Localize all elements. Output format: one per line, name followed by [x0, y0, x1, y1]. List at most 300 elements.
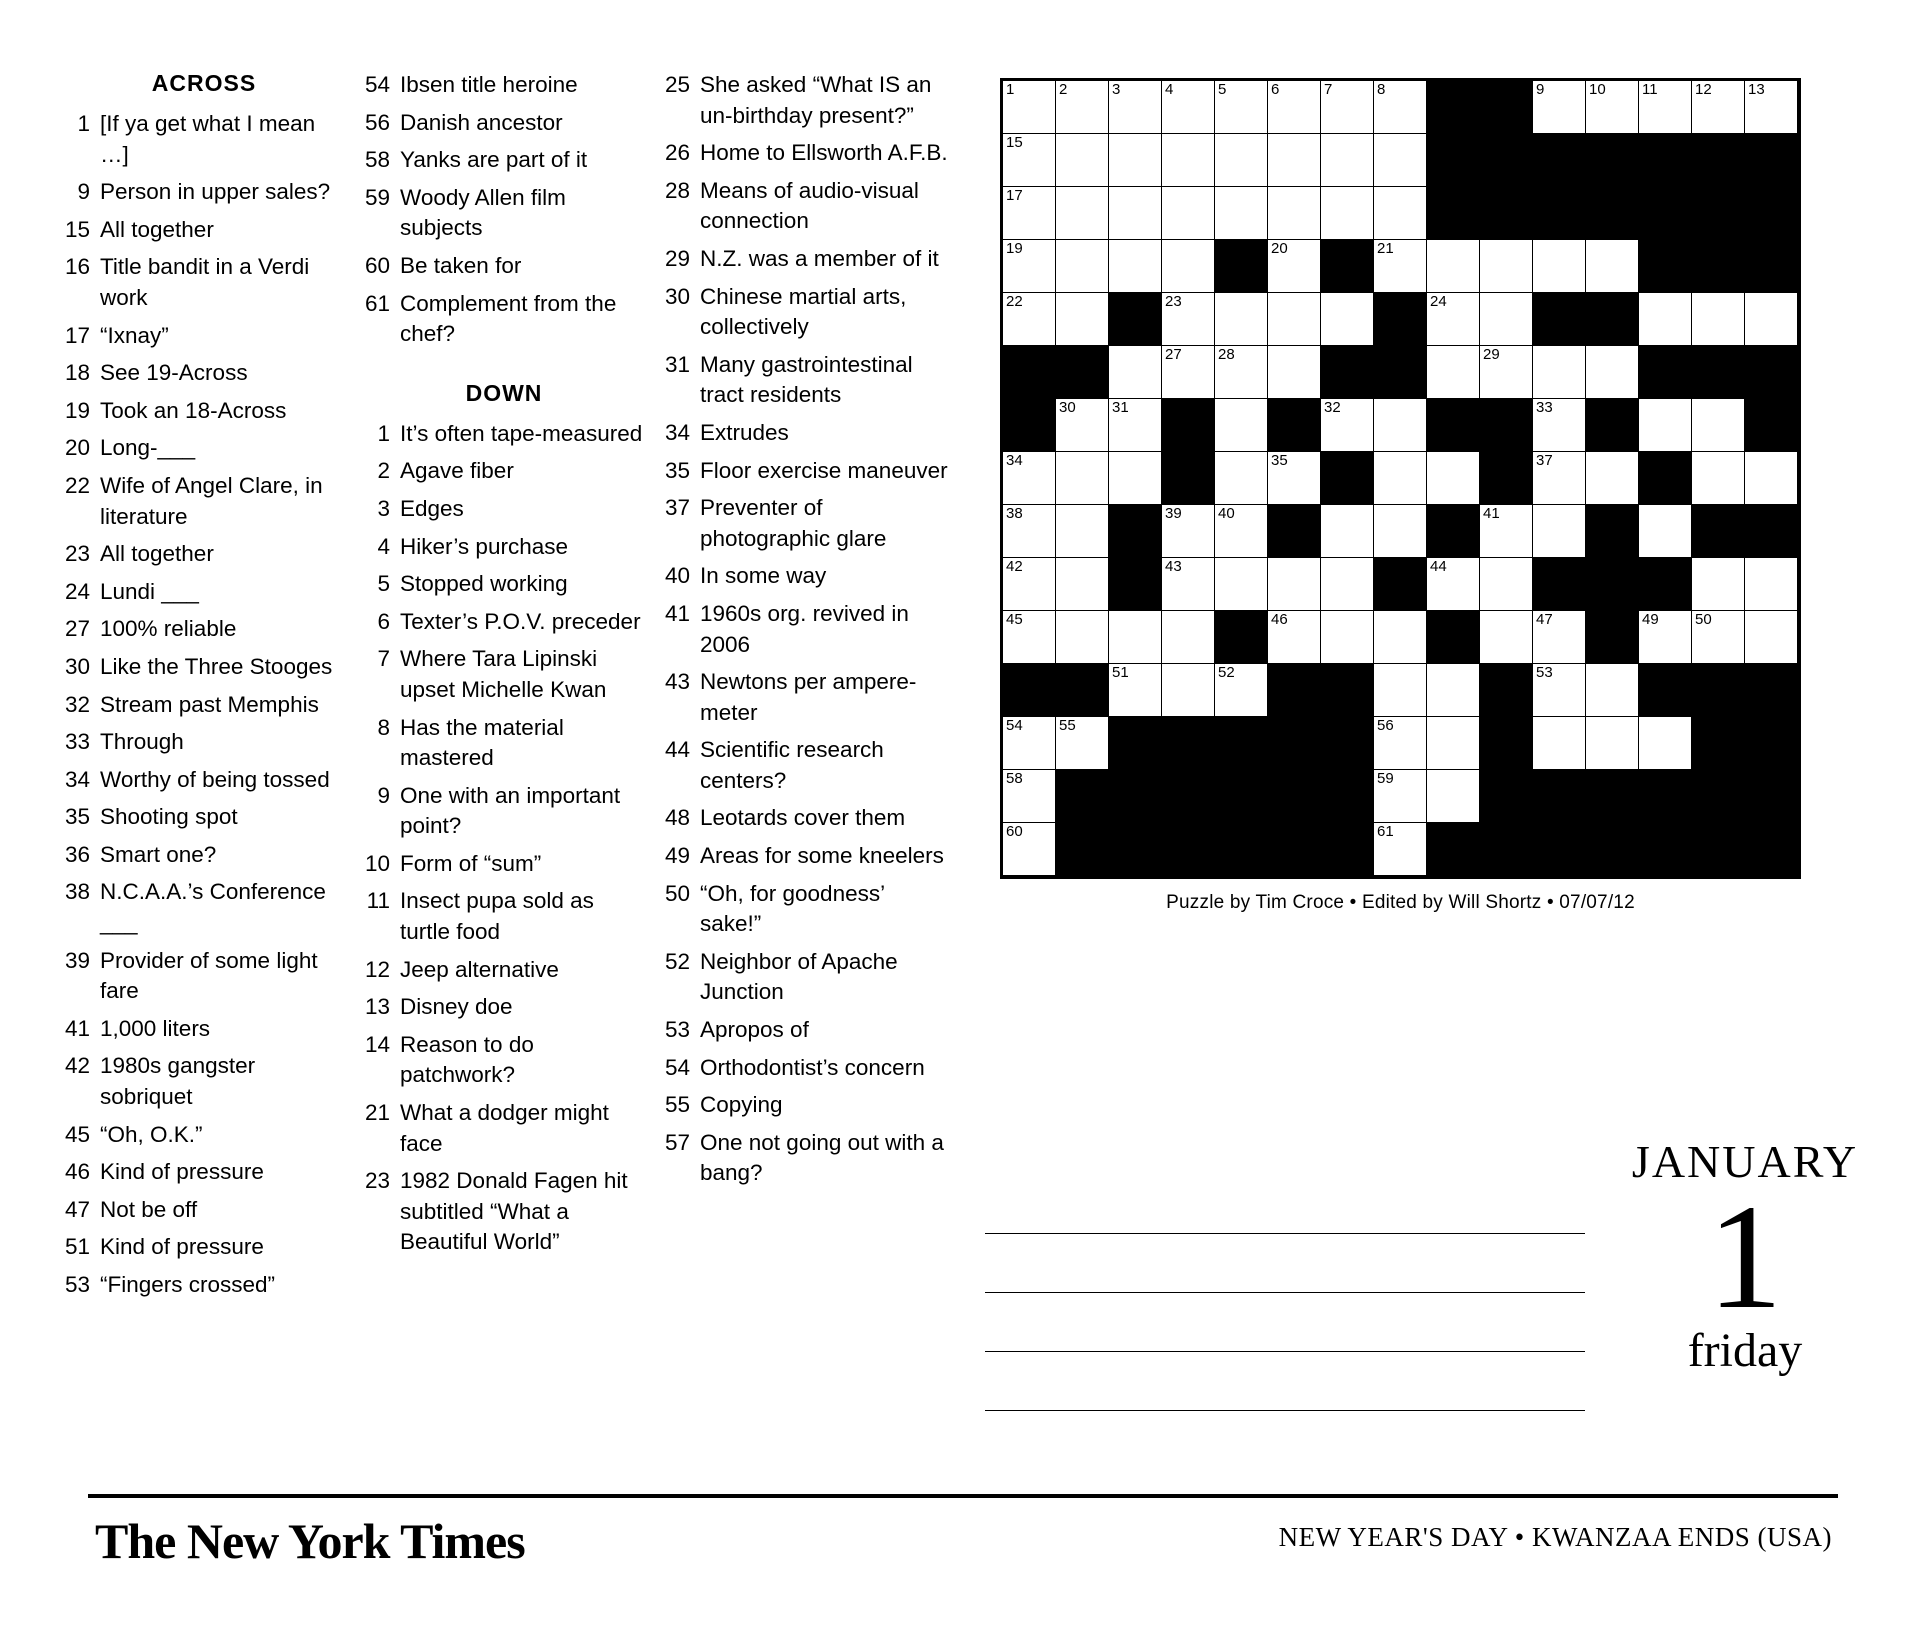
grid-cell-block — [1586, 558, 1639, 611]
grid-cell[interactable] — [1374, 399, 1427, 452]
grid-cell[interactable] — [1056, 293, 1109, 346]
grid-cell-number: 6 — [1271, 81, 1280, 98]
clue-text: Means of audio-visual connection — [700, 177, 919, 234]
clue-text: “Oh, O.K.” — [100, 1121, 203, 1147]
clue-item — [660, 138, 948, 169]
grid-cell[interactable] — [1215, 293, 1268, 346]
clue-item — [660, 561, 948, 592]
grid-cell[interactable] — [1586, 452, 1639, 505]
grid-cell[interactable] — [1586, 664, 1639, 717]
clue-number: 39 — [64, 947, 90, 973]
grid-cell-block — [1639, 134, 1692, 187]
clue-text: Lundi ___ — [100, 578, 199, 604]
clue-number: 30 — [64, 653, 90, 679]
grid-cell[interactable] — [1533, 346, 1586, 399]
down-clue-list-part1 — [360, 419, 648, 1258]
clue-item — [60, 321, 348, 352]
grid-cell[interactable] — [1321, 399, 1374, 452]
grid-cell-number: 43 — [1165, 558, 1182, 575]
clue-item — [360, 1098, 648, 1159]
grid-cell[interactable] — [1321, 293, 1374, 346]
clue-text: Areas for some kneelers — [700, 843, 944, 869]
clue-item — [360, 532, 648, 563]
clue-item — [60, 539, 348, 570]
grid-cell-number: 50 — [1695, 611, 1712, 628]
grid-cell-number: 35 — [1271, 452, 1288, 469]
clue-item — [360, 644, 648, 705]
grid-cell[interactable] — [1692, 293, 1745, 346]
grid-cell[interactable] — [1056, 187, 1109, 240]
clue-text: Neighbor of Apache Junction — [700, 948, 898, 1005]
grid-cell-block — [1533, 293, 1586, 346]
grid-cell-block — [1480, 452, 1533, 505]
clue-number: 50 — [664, 880, 690, 906]
note-line[interactable] — [985, 1175, 1585, 1234]
grid-cell-block — [1745, 823, 1798, 876]
grid-cell-block — [1639, 770, 1692, 823]
grid-cell[interactable] — [1321, 134, 1374, 187]
grid-cell-number: 32 — [1324, 399, 1341, 416]
clue-number: 46 — [64, 1159, 90, 1185]
clue-number: 58 — [364, 147, 390, 173]
grid-cell-block — [1745, 717, 1798, 770]
grid-cell[interactable] — [1374, 452, 1427, 505]
grid-cell-block — [1480, 823, 1533, 876]
clue-columns — [60, 70, 980, 1308]
grid-cell[interactable] — [1480, 558, 1533, 611]
grid-cell[interactable] — [1215, 81, 1268, 134]
grid-cell[interactable] — [1215, 452, 1268, 505]
clue-number: 35 — [64, 804, 90, 830]
grid-cell-block — [1268, 505, 1321, 558]
grid-cell[interactable] — [1374, 134, 1427, 187]
grid-cell[interactable] — [1745, 293, 1798, 346]
grid-cell[interactable] — [1003, 452, 1056, 505]
grid-cell[interactable] — [1162, 134, 1215, 187]
clue-text: Title bandit in a Verdi work — [100, 254, 310, 310]
grid-cell[interactable] — [1003, 611, 1056, 664]
grid-cell-block — [1480, 717, 1533, 770]
grid-cell[interactable] — [1003, 770, 1056, 823]
clue-text: Insect pupa sold as turtle food — [400, 888, 594, 945]
clue-number: 41 — [664, 600, 690, 626]
grid-cell[interactable] — [1268, 558, 1321, 611]
grid-cell[interactable] — [1162, 293, 1215, 346]
grid-cell[interactable] — [1374, 505, 1427, 558]
grid-cell[interactable] — [1268, 452, 1321, 505]
grid-cell[interactable] — [1162, 611, 1215, 664]
clue-item — [60, 433, 348, 464]
clue-item — [360, 992, 648, 1023]
note-line[interactable] — [985, 1352, 1585, 1411]
grid-cell[interactable] — [1162, 664, 1215, 717]
grid-cell-block — [1745, 505, 1798, 558]
clue-item — [60, 1120, 348, 1151]
grid-cell[interactable] — [1586, 717, 1639, 770]
clue-item — [60, 614, 348, 645]
grid-cell[interactable] — [1268, 611, 1321, 664]
clue-item — [660, 350, 948, 411]
grid-cell[interactable] — [1109, 346, 1162, 399]
grid-cell[interactable] — [1427, 717, 1480, 770]
clue-number: 1 — [377, 420, 390, 446]
clue-item — [360, 607, 648, 638]
clue-item — [60, 946, 348, 1007]
clue-item — [660, 803, 948, 834]
grid-cell[interactable] — [1639, 81, 1692, 134]
grid-cell-number: 58 — [1006, 770, 1023, 787]
grid-cell-block — [1268, 770, 1321, 823]
grid-cell[interactable] — [1427, 240, 1480, 293]
clue-number: 13 — [364, 994, 390, 1020]
grid-cell-block — [1639, 558, 1692, 611]
grid-cell[interactable] — [1215, 558, 1268, 611]
grid-cell[interactable] — [1374, 717, 1427, 770]
clue-item — [660, 1053, 948, 1084]
clue-item — [660, 879, 948, 940]
grid-cell[interactable] — [1321, 505, 1374, 558]
grid-cell-block — [1268, 717, 1321, 770]
grid-cell-block — [1745, 346, 1798, 399]
clue-item — [60, 577, 348, 608]
grid-cell[interactable] — [1692, 452, 1745, 505]
grid-cell[interactable] — [1003, 187, 1056, 240]
grid-cell[interactable] — [1215, 399, 1268, 452]
grid-cell-number: 9 — [1536, 81, 1545, 98]
clue-number: 10 — [364, 850, 390, 876]
clue-text: [If ya get what I mean …] — [100, 111, 316, 167]
clue-number: 7 — [377, 646, 390, 672]
note-line[interactable] — [985, 1234, 1585, 1293]
grid-cell[interactable] — [1109, 187, 1162, 240]
grid-cell[interactable] — [1321, 611, 1374, 664]
grid-cell[interactable] — [1480, 611, 1533, 664]
grid-cell[interactable] — [1268, 240, 1321, 293]
clue-number: 42 — [64, 1053, 90, 1079]
grid-cell[interactable] — [1427, 346, 1480, 399]
grid-cell[interactable] — [1639, 399, 1692, 452]
grid-cell[interactable] — [1321, 187, 1374, 240]
clue-text: “Oh, for goodness’ sake!” — [700, 880, 885, 937]
grid-cell[interactable] — [1374, 81, 1427, 134]
clue-item — [360, 569, 648, 600]
grid-cell[interactable] — [1109, 664, 1162, 717]
grid-cell[interactable] — [1427, 452, 1480, 505]
grid-cell[interactable] — [1268, 346, 1321, 399]
clue-item — [60, 1051, 348, 1112]
clue-text: Many gastrointestinal tract residents — [700, 351, 913, 408]
grid-cell-number: 56 — [1377, 717, 1394, 734]
grid-cell[interactable] — [1533, 399, 1586, 452]
grid-cell-block — [1321, 823, 1374, 876]
grid-cell-number: 34 — [1006, 452, 1023, 469]
grid-cell[interactable] — [1162, 81, 1215, 134]
grid-cell[interactable] — [1533, 81, 1586, 134]
grid-cell[interactable] — [1745, 81, 1798, 134]
grid-cell[interactable] — [1215, 346, 1268, 399]
grid-cell[interactable] — [1586, 346, 1639, 399]
grid-cell-block — [1215, 823, 1268, 876]
grid-cell[interactable] — [1215, 134, 1268, 187]
clue-text: 1980s gangster sobriquet — [100, 1053, 256, 1110]
grid-cell[interactable] — [1533, 664, 1586, 717]
clue-number: 35 — [664, 457, 690, 483]
grid-cell[interactable] — [1215, 187, 1268, 240]
grid-cell-number: 52 — [1218, 664, 1235, 681]
grid-cell[interactable] — [1003, 717, 1056, 770]
clue-item — [360, 183, 648, 244]
grid-cell-block — [1745, 134, 1798, 187]
clue-text: Ibsen title heroine — [400, 72, 578, 97]
grid-cell-number: 3 — [1112, 81, 1121, 98]
grid-cell[interactable] — [1480, 293, 1533, 346]
clue-text: Reason to do patchwork? — [400, 1031, 534, 1088]
grid-cell[interactable] — [1056, 81, 1109, 134]
clue-item — [360, 713, 648, 774]
grid-cell-block — [1692, 134, 1745, 187]
grid-cell-number: 41 — [1483, 505, 1500, 522]
grid-cell[interactable] — [1321, 81, 1374, 134]
grid-cell-block — [1109, 505, 1162, 558]
grid-cell-number: 45 — [1006, 611, 1023, 628]
grid-cell[interactable] — [1268, 293, 1321, 346]
grid-cell[interactable] — [1162, 240, 1215, 293]
grid-cell[interactable] — [1639, 611, 1692, 664]
grid-cell[interactable] — [1639, 293, 1692, 346]
clue-number: 8 — [377, 714, 390, 740]
grid-cell[interactable] — [1003, 134, 1056, 187]
grid-cell[interactable] — [1162, 558, 1215, 611]
grid-cell-block — [1003, 399, 1056, 452]
clue-number: 54 — [664, 1054, 690, 1080]
grid-cell[interactable] — [1109, 399, 1162, 452]
grid-cell-block — [1586, 187, 1639, 240]
grid-cell-number: 11 — [1642, 81, 1658, 98]
clue-column-2 — [360, 70, 660, 1308]
grid-cell-block — [1533, 134, 1586, 187]
grid-cell[interactable] — [1268, 134, 1321, 187]
weekday-label: friday — [1687, 1323, 1803, 1377]
clue-number: 3 — [377, 495, 390, 521]
grid-cell-block — [1745, 399, 1798, 452]
grid-cell-number: 10 — [1589, 81, 1606, 98]
clue-text: Kind of pressure — [100, 1159, 264, 1185]
clue-item — [60, 690, 348, 721]
clue-item — [660, 735, 948, 796]
grid-cell-number: 23 — [1165, 293, 1182, 310]
grid-cell-number: 47 — [1536, 611, 1553, 628]
grid-cell[interactable] — [1480, 240, 1533, 293]
clue-number: 28 — [664, 177, 690, 203]
grid-cell[interactable] — [1533, 240, 1586, 293]
grid-cell[interactable] — [1374, 187, 1427, 240]
grid-cell-block — [1268, 399, 1321, 452]
clue-item — [660, 282, 948, 343]
clue-text: In some way — [700, 563, 827, 589]
grid-cell[interactable] — [1374, 823, 1427, 876]
grid-cell[interactable] — [1268, 187, 1321, 240]
grid-cell[interactable] — [1056, 505, 1109, 558]
grid-cell[interactable] — [1109, 134, 1162, 187]
grid-cell[interactable] — [1162, 346, 1215, 399]
clue-number: 59 — [364, 184, 390, 210]
grid-cell[interactable] — [1692, 611, 1745, 664]
grid-cell[interactable] — [1374, 240, 1427, 293]
clue-text: Copying — [700, 1092, 783, 1118]
grid-cell-number: 51 — [1112, 664, 1129, 681]
clue-number: 25 — [664, 72, 690, 97]
clue-item — [660, 1128, 948, 1189]
grid-cell[interactable] — [1056, 399, 1109, 452]
across-clue-list-part1 — [60, 109, 348, 1301]
grid-cell-block — [1109, 717, 1162, 770]
grid-cell-number: 38 — [1006, 505, 1023, 522]
across-heading: ACROSS — [151, 70, 257, 96]
grid-cell-block — [1639, 346, 1692, 399]
grid-cell[interactable] — [1374, 770, 1427, 823]
grid-cell[interactable] — [1109, 611, 1162, 664]
grid-cell[interactable] — [1215, 664, 1268, 717]
clue-text: Where Tara Lipinski upset Michelle Kwan — [400, 646, 607, 702]
grid-cell[interactable] — [1745, 611, 1798, 664]
grid-cell[interactable] — [1427, 293, 1480, 346]
grid-cell-number: 53 — [1536, 664, 1553, 681]
grid-cell[interactable] — [1109, 81, 1162, 134]
clue-text: Danish ancestor — [400, 109, 563, 135]
grid-cell[interactable] — [1374, 664, 1427, 717]
clue-number: 57 — [664, 1129, 690, 1155]
clue-number: 20 — [64, 435, 90, 461]
grid-cell[interactable] — [1533, 717, 1586, 770]
clue-item — [60, 1232, 348, 1263]
grid-cell-number: 33 — [1536, 399, 1553, 416]
grid-cell-number: 12 — [1695, 81, 1712, 98]
grid-cell[interactable] — [1003, 823, 1056, 876]
grid-cell[interactable] — [1003, 558, 1056, 611]
down-heading: DOWN — [465, 379, 543, 406]
grid-cell-number: 42 — [1006, 558, 1023, 575]
grid-cell[interactable] — [1480, 505, 1533, 558]
grid-cell-number: 44 — [1430, 558, 1447, 575]
grid-cell-block — [1480, 770, 1533, 823]
grid-cell-block — [1480, 664, 1533, 717]
note-line[interactable] — [985, 1293, 1585, 1352]
grid-cell[interactable] — [1162, 187, 1215, 240]
grid-cell[interactable] — [1427, 770, 1480, 823]
grid-cell[interactable] — [1639, 717, 1692, 770]
clue-text: Took an 18-Across — [100, 397, 287, 423]
grid-cell[interactable] — [1533, 611, 1586, 664]
grid-cell[interactable] — [1003, 240, 1056, 293]
grid-cell[interactable] — [1056, 558, 1109, 611]
grid-cell[interactable] — [1056, 717, 1109, 770]
grid-cell[interactable] — [1162, 505, 1215, 558]
grid-cell[interactable] — [1586, 240, 1639, 293]
clue-text: One with an important point? — [400, 782, 621, 839]
grid-cell[interactable] — [1586, 81, 1639, 134]
grid-cell-number: 4 — [1165, 81, 1174, 98]
grid-cell-block — [1321, 452, 1374, 505]
grid-cell[interactable] — [1056, 240, 1109, 293]
grid-cell[interactable] — [1533, 505, 1586, 558]
grid-cell-number: 22 — [1006, 293, 1023, 310]
grid-cell-block — [1586, 770, 1639, 823]
grid-cell[interactable] — [1268, 81, 1321, 134]
grid-cell-number: 46 — [1271, 611, 1288, 628]
grid-cell-number: 2 — [1059, 81, 1068, 98]
clue-number: 27 — [64, 616, 90, 642]
grid-cell[interactable] — [1109, 240, 1162, 293]
grid-cell-number: 1 — [1006, 81, 1015, 98]
clue-item — [60, 471, 348, 532]
grid-cell-number: 7 — [1324, 81, 1333, 98]
clue-number: 44 — [664, 737, 690, 763]
clue-text: Stopped working — [400, 571, 568, 597]
grid-cell-block — [1639, 664, 1692, 717]
clue-item — [60, 1014, 348, 1045]
grid-cell[interactable] — [1056, 134, 1109, 187]
grid-cell-number: 13 — [1748, 81, 1765, 98]
clue-text: Apropos of — [700, 1017, 809, 1043]
grid-cell[interactable] — [1109, 452, 1162, 505]
clue-number: 34 — [64, 766, 90, 792]
grid-cell-block — [1056, 823, 1109, 876]
grid-cell-number: 21 — [1377, 240, 1394, 257]
grid-cell[interactable] — [1639, 505, 1692, 558]
grid-cell[interactable] — [1745, 558, 1798, 611]
grid-cell-block — [1268, 823, 1321, 876]
grid-cell[interactable] — [1692, 81, 1745, 134]
clue-number: 21 — [364, 1100, 390, 1126]
grid-cell[interactable] — [1321, 558, 1374, 611]
grid-cell[interactable] — [1056, 452, 1109, 505]
grid-cell-block — [1321, 240, 1374, 293]
clue-item — [60, 396, 348, 427]
clue-text: Preventer of photographic glare — [700, 495, 887, 551]
grid-cell[interactable] — [1427, 558, 1480, 611]
crossword-grid[interactable] — [1000, 78, 1801, 879]
grid-cell[interactable] — [1533, 452, 1586, 505]
clue-number: 41 — [64, 1015, 90, 1041]
grid-cell-block — [1109, 823, 1162, 876]
clue-text: Extrudes — [700, 419, 789, 445]
grid-cell[interactable] — [1374, 611, 1427, 664]
grid-cell[interactable] — [1003, 505, 1056, 558]
grid-cell-block — [1586, 611, 1639, 664]
grid-cell[interactable] — [1003, 293, 1056, 346]
grid-cell-block — [1109, 770, 1162, 823]
grid-cell[interactable] — [1056, 611, 1109, 664]
grid-cell[interactable] — [1215, 505, 1268, 558]
clue-number: 18 — [64, 360, 90, 386]
clue-text: One not going out with a bang? — [700, 1129, 944, 1186]
grid-cell[interactable] — [1480, 346, 1533, 399]
grid-cell-block — [1692, 240, 1745, 293]
clue-number: 26 — [664, 140, 690, 166]
grid-cell[interactable] — [1692, 558, 1745, 611]
note-lines[interactable] — [985, 1175, 1585, 1411]
grid-cell-block — [1745, 770, 1798, 823]
clue-item — [660, 1090, 948, 1121]
clue-number: 34 — [664, 419, 690, 445]
clue-text: Through — [100, 729, 184, 755]
grid-cell-block — [1003, 346, 1056, 399]
grid-cell[interactable] — [1692, 399, 1745, 452]
grid-cell[interactable] — [1003, 81, 1056, 134]
grid-cell[interactable] — [1427, 664, 1480, 717]
grid-cell[interactable] — [1745, 452, 1798, 505]
clue-item — [360, 289, 648, 350]
